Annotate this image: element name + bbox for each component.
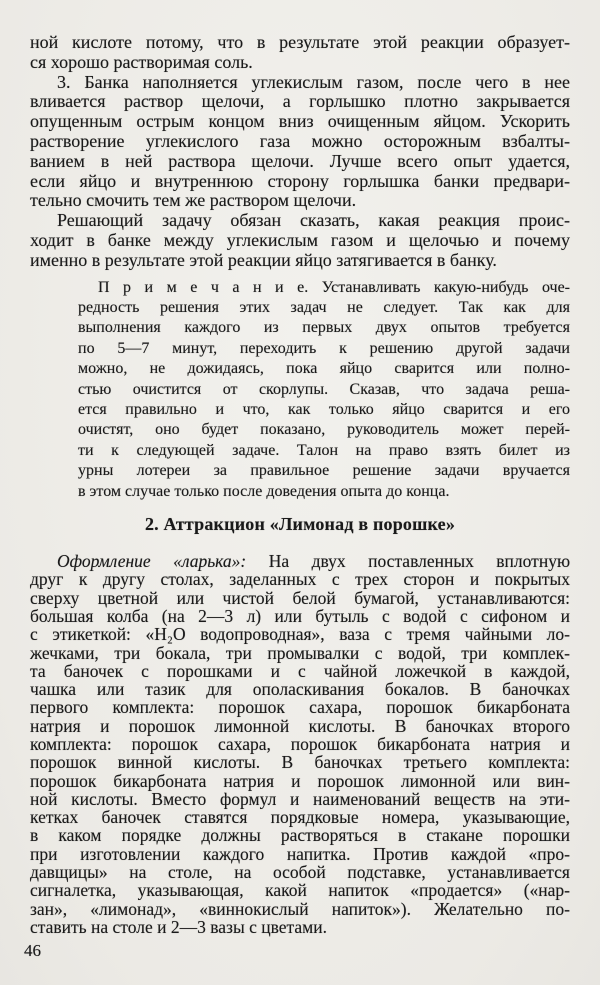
text-line: ходит в банке между углекислым газом и щелочью и почему — [30, 229, 570, 250]
page-number: 46 — [24, 941, 41, 960]
paragraph-stall-design-body — [30, 570, 570, 936]
text-line-lead — [30, 552, 570, 570]
text-line: редность решения этих задач не следует. Так как для — [78, 298, 570, 316]
text-line: можно, не дожидаясь, пока яйцо сварится или полно- — [78, 360, 570, 378]
text-line: стью очистится от скорлупы. Сказав, что задача реша- — [78, 380, 570, 398]
text-line: кетках баночек ставятся порядковые номера, указывающие, — [30, 807, 570, 828]
text-line: 3. Банка наполняется углекислым газом, после чего в нее — [57, 71, 570, 92]
text-line: ной кислоте потому, что в результате этой реакции образует- — [30, 32, 570, 52]
paragraph-continuation — [30, 33, 570, 73]
text-line: ной кислоты. Вместо формул и наименований веществ на эти- — [30, 788, 570, 809]
text-line: зан», «лимонад», «виннокислый напиток»). Желательно по- — [30, 898, 570, 919]
text-line: давщицы» на столе, на особой подставке, устанавливается — [30, 862, 570, 883]
note-block — [78, 278, 570, 502]
text-line: порошок бикарбоната натрия и порошок лимонной или вин- — [30, 770, 570, 791]
text-line: вливается раствор щелочи, а горлышко плотно закрывается — [30, 91, 570, 112]
text-line: друг к другу столах, заделанных с трех сторон и покрытых — [30, 569, 570, 590]
paragraph-stall-design — [30, 552, 570, 936]
text-line: сверху цветной или чистой белой бумагой, устанавливаются: — [30, 587, 570, 608]
paragraph-decider — [30, 211, 570, 270]
text-line: чашка или тазик для ополаскивания бокалов. В баночках — [30, 679, 570, 700]
text-line: П р и м е ч а н и е. Устанавливать какую-нибудь оче- — [98, 278, 570, 296]
text-line: сигналетка, указывающая, какой напиток «продается» («нар- — [30, 880, 570, 901]
text-line: та баночек с порошками и с чайной ложечкой в каждой, — [30, 660, 570, 681]
text-line: ти к следующей задаче. Талон на право взять билет из — [78, 441, 570, 459]
text-line: тельно смочить тем же раствором щелочи. — [30, 190, 357, 211]
text-line: при изготовлении каждого напитка. Против каждой «про- — [30, 843, 570, 864]
text-line: порошок винной кислоты. В баночках третьего комплекта: — [30, 752, 570, 773]
text-block — [30, 33, 570, 936]
section-heading: 2. Аттракцион «Лимонад в порошке» — [144, 514, 456, 535]
text-line: в каком порядке должны растворяться в стакане порошки — [30, 825, 570, 846]
text-line: ванием в ней раствора щелочи. Лучше всего опыт удается, — [30, 150, 570, 171]
lead-rest-text: На двух поставленных вплотную — [268, 551, 571, 572]
text-line: урны лотереи за правильное решение задачи вручается — [78, 462, 570, 480]
text-line: в этом случае только после доведения опыта до конца. — [78, 482, 450, 500]
paragraph-experiment-3 — [30, 73, 570, 212]
text-line: жечками, три бокала, три промывалки с водой, три комплек- — [30, 642, 570, 663]
text-line: первого комплекта: порошок сахара, порошок бикарбоната — [30, 697, 570, 718]
text-line: Решающий задачу обязан сказать, какая реакция проис- — [57, 210, 570, 231]
text-line: растворение углекислого газа можно осторожным взбалты- — [30, 130, 570, 151]
text-line: выполнения каждого из первых двух опытов требуется — [78, 319, 570, 337]
text-line: ставить на столе и 2—3 вазы с цветами. — [30, 916, 327, 937]
text-line: очистят, оно будет показано, руководитель может перей- — [78, 421, 570, 439]
text-line: если яйцо и внутреннюю сторону горлышка банки предвари- — [30, 170, 570, 191]
lead-italic-label: Оформление «ларька»: — [57, 551, 247, 572]
text-line: натрия и порошок лимонной кислоты. В баночках второго — [30, 715, 570, 736]
text-line: комплекта: порошок сахара, порошок бикарбоната натрия и — [30, 734, 570, 754]
text-line: ся хорошо растворимая соль. — [30, 51, 253, 72]
text-line: именно в результате этой реакции яйцо затягивается в банку. — [30, 249, 497, 270]
text-line: большая колба (на 2—3 л) или бутыль с водой с сифоном и — [30, 605, 570, 626]
text-line: ется правильно и что, как только яйцо сварится и его — [78, 401, 570, 418]
text-line: опущенным острым концом вниз очищенным яйцом. Ускорить — [30, 111, 570, 132]
text-line: с этикеткой: «Н₂О водопроводная», ваза с тремя чайными ло- — [30, 624, 570, 645]
text-line: по 5—7 минут, переходить к решению другой задачи — [78, 339, 570, 357]
